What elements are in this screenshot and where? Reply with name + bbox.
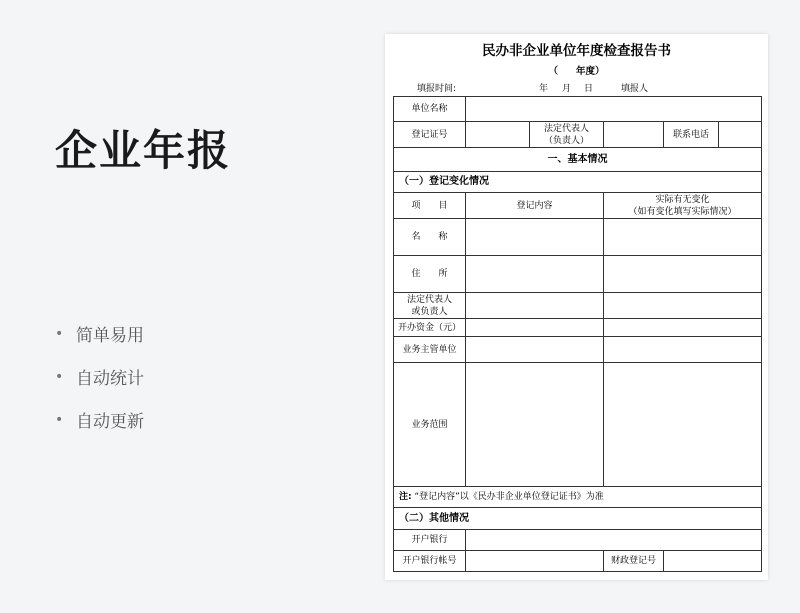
date-year-label: 年 xyxy=(539,84,549,94)
document-preview[interactable] xyxy=(385,34,768,580)
col-item-header: 项 目 xyxy=(394,193,466,219)
contact-phone-field[interactable] xyxy=(719,122,762,148)
reg-no-label: 登记证号 xyxy=(394,122,466,148)
table-row xyxy=(394,363,762,487)
row-supervisor-label: 业务主管单位 xyxy=(394,337,466,363)
address-actual-field[interactable] xyxy=(604,256,762,293)
note-row xyxy=(394,487,762,508)
row-legal-rep-label xyxy=(394,293,466,319)
fill-info-row xyxy=(385,81,768,95)
supervisor-reg-field[interactable] xyxy=(466,337,604,363)
bank-field[interactable] xyxy=(466,530,762,551)
feature-item xyxy=(55,312,144,355)
bullet-icon: • xyxy=(55,325,64,342)
date-day-label: 日 xyxy=(584,84,594,94)
table-row xyxy=(394,122,762,148)
table-row xyxy=(394,256,762,293)
table-row xyxy=(394,487,762,508)
tax-reg-label: 财政登记号 xyxy=(604,551,664,572)
note-text: “登记内容”以《民办非企业单位登记证书》为准 xyxy=(414,492,604,502)
filler-label: 填报人 xyxy=(621,84,649,94)
legal-rep-field[interactable] xyxy=(604,122,664,148)
feature-label: 自动统计 xyxy=(76,369,144,389)
org-name-label: 单位名称 xyxy=(394,97,466,122)
row-legal-rep-line: 或负责人 xyxy=(411,306,448,317)
table-row xyxy=(394,508,762,530)
year-label: 年度） xyxy=(576,66,605,77)
table-row xyxy=(394,293,762,319)
subsection-other-heading: （二）其他情况 xyxy=(394,508,762,530)
reg-no-field[interactable] xyxy=(466,122,530,148)
capital-actual-field[interactable] xyxy=(604,319,762,337)
year-paren: （ xyxy=(548,66,558,77)
capital-reg-field[interactable] xyxy=(466,319,604,337)
document-year xyxy=(385,63,768,77)
scope-reg-field[interactable] xyxy=(466,363,604,487)
legal-rep-actual-field[interactable] xyxy=(604,293,762,319)
promo-title: 企业年报 xyxy=(55,126,232,175)
bank-label: 开户银行 xyxy=(394,530,466,551)
name-reg-field[interactable] xyxy=(466,219,604,256)
feature-list xyxy=(55,312,144,441)
feature-label: 自动更新 xyxy=(76,412,144,432)
legal-rep-label-line: （负责人） xyxy=(543,135,589,146)
row-capital-label: 开办资金（元） xyxy=(394,319,466,337)
table-row xyxy=(394,319,762,337)
subsection-reg-change-heading: （一）登记变化情况 xyxy=(394,172,762,193)
table-row xyxy=(394,148,762,172)
section-basic-heading: 一、基本情况 xyxy=(394,148,762,172)
date-month-label: 月 xyxy=(562,84,572,94)
scope-actual-field[interactable] xyxy=(604,363,762,487)
legal-rep-reg-field[interactable] xyxy=(466,293,604,319)
table-row xyxy=(394,193,762,219)
note-prefix: 注: xyxy=(399,492,412,502)
contact-phone-label: 联系电话 xyxy=(664,122,719,148)
bullet-icon: • xyxy=(55,368,64,385)
table-row xyxy=(394,551,762,572)
col-reg-content-header: 登记内容 xyxy=(466,193,604,219)
supervisor-actual-field[interactable] xyxy=(604,337,762,363)
tax-reg-field[interactable] xyxy=(664,551,762,572)
table-row xyxy=(394,172,762,193)
feature-item xyxy=(55,398,144,441)
table-row xyxy=(394,219,762,256)
col-actual-change-line: 实际有无变化 xyxy=(655,194,710,205)
col-actual-change-header xyxy=(604,193,762,219)
name-actual-field[interactable] xyxy=(604,219,762,256)
feature-label: 简单易用 xyxy=(76,326,144,346)
feature-item xyxy=(55,355,144,398)
row-legal-rep-line: 法定代表人 xyxy=(406,294,452,305)
table-row xyxy=(394,97,762,122)
legal-rep-label xyxy=(530,122,604,148)
report-form-table xyxy=(393,96,762,572)
bank-account-label: 开户银行帐号 xyxy=(394,551,466,572)
table-row xyxy=(394,337,762,363)
fill-time-label: 填报时间: xyxy=(417,84,457,94)
document-title: 民办非企业单位年度检查报告书 xyxy=(482,43,671,59)
org-name-field[interactable] xyxy=(466,97,762,122)
bullet-icon: • xyxy=(55,411,64,428)
table-row xyxy=(394,530,762,551)
row-scope-label: 业务范围 xyxy=(394,363,466,487)
address-reg-field[interactable] xyxy=(466,256,604,293)
bank-account-field[interactable] xyxy=(466,551,604,572)
row-name-label: 名 称 xyxy=(394,219,466,256)
row-address-label: 住 所 xyxy=(394,256,466,293)
col-actual-change-line: （如有变化填写实际情况） xyxy=(628,206,737,217)
legal-rep-label-line: 法定代表人 xyxy=(543,123,589,134)
